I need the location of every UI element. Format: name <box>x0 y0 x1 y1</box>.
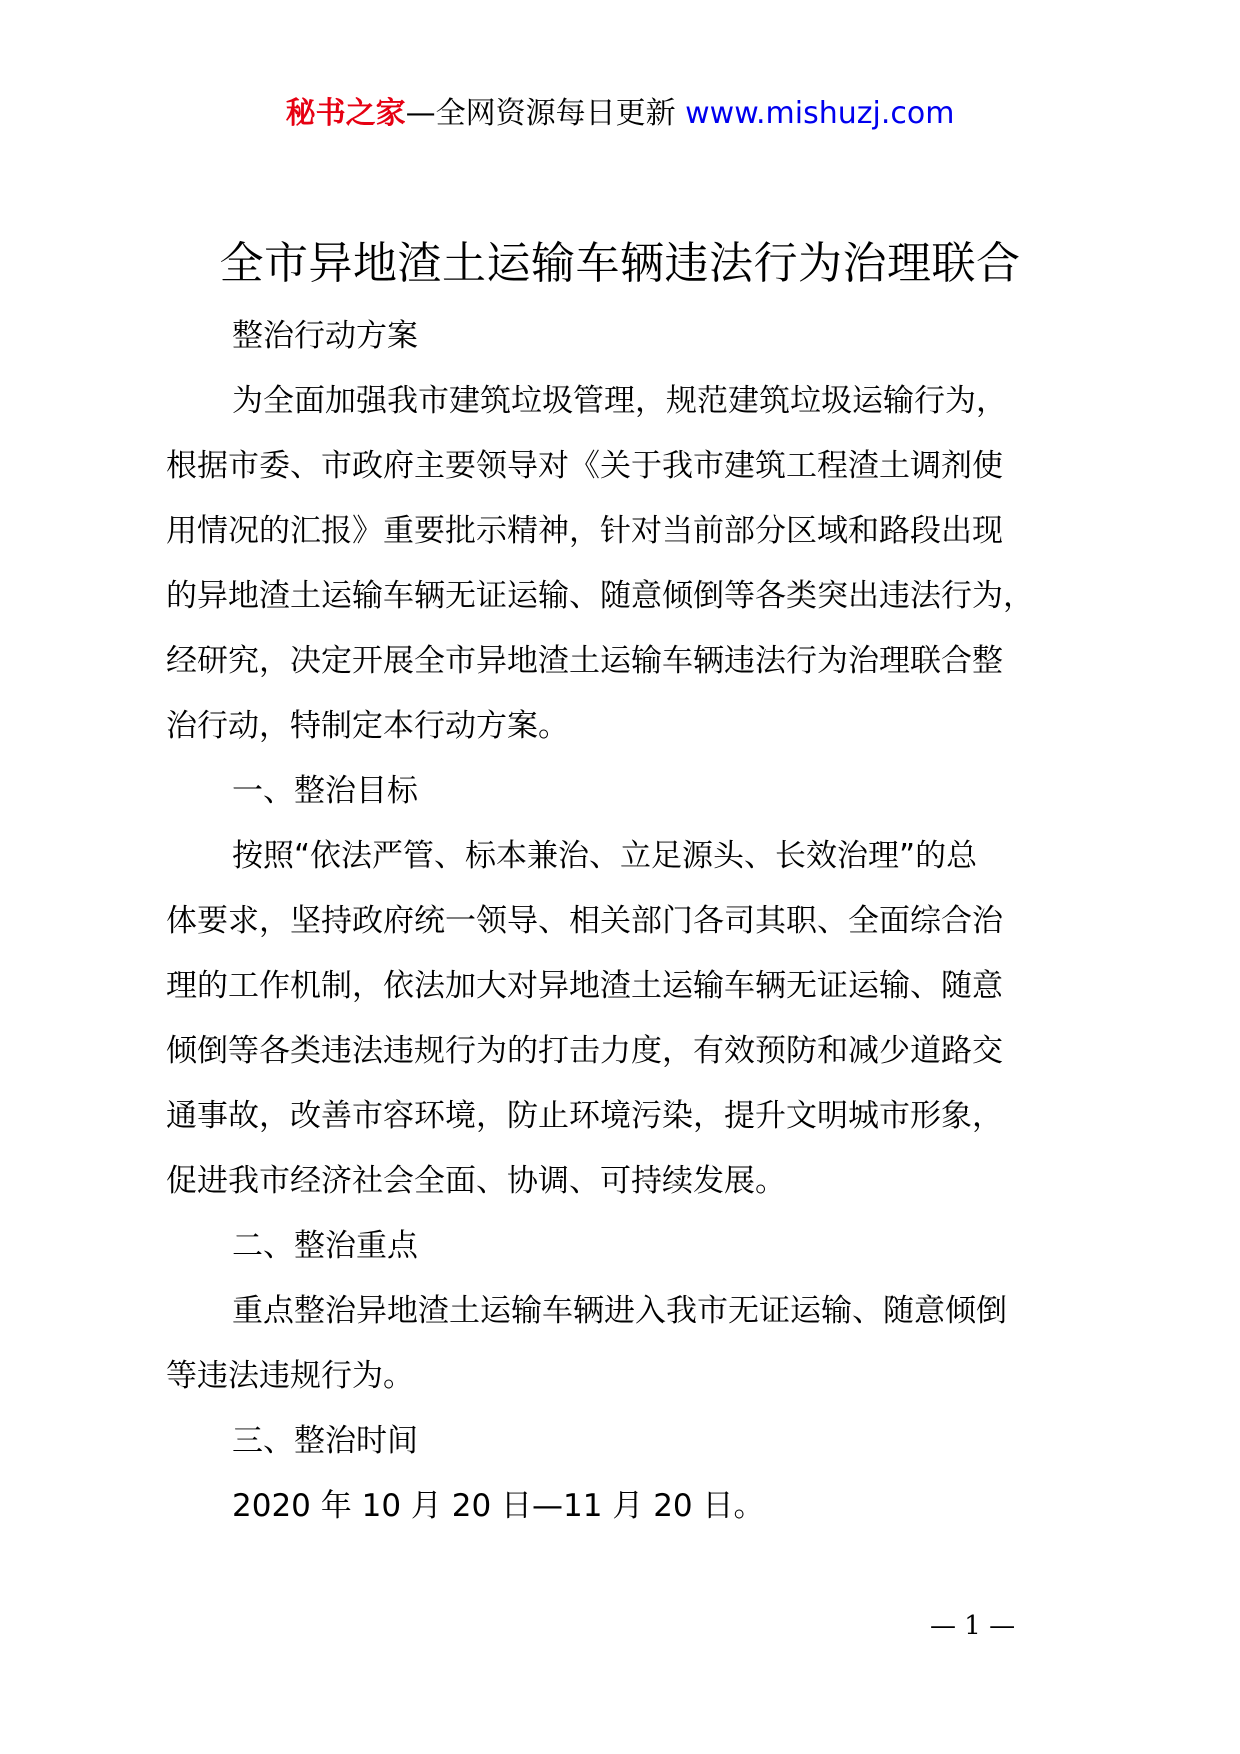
paragraph-line: 理的工作机制，依法加大对异地渣土运输车辆无证运输、随意 <box>166 968 1003 1004</box>
paragraph-line: 2020 年 10 月 20 日—11 月 20 日。 <box>232 1488 765 1524</box>
section-heading: 一、整治目标 <box>232 773 418 809</box>
paragraph-line: 通事故，改善市容环境，防止环境污染，提升文明城市形象， <box>166 1098 1003 1134</box>
header-tagline: —全网资源每日更新 <box>405 96 676 131</box>
paragraph-line: 经研究，决定开展全市异地渣土运输车辆违法行为治理联合整 <box>166 643 1003 679</box>
paragraph-line: 倾倒等各类违法违规行为的打击力度，有效预防和减少道路交 <box>166 1033 1003 1069</box>
paragraph-line: 根据市委、市政府主要领导对《关于我市建筑工程渣土调剂使 <box>166 448 1003 484</box>
document-body <box>166 304 1084 1539</box>
paragraph-line: 体要求，坚持政府统一领导、相关部门各司其职、全面综合治 <box>166 903 1003 939</box>
paragraph-line: 促进我市经济社会全面、协调、可持续发展。 <box>166 1163 786 1199</box>
site-header <box>0 94 1240 134</box>
brand-name: 秘书之家 <box>285 96 406 131</box>
paragraph-line: 治行动，特制定本行动方案。 <box>166 708 569 744</box>
document-title: 全市异地渣土运输车辆违法行为治理联合 <box>219 238 1021 289</box>
section-heading: 二、整治重点 <box>232 1228 418 1264</box>
paragraph-line: 重点整治异地渣土运输车辆进入我市无证运输、随意倾倒 <box>232 1293 1007 1329</box>
section-heading: 三、整治时间 <box>232 1423 418 1459</box>
paragraph-line: 为全面加强我市建筑垃圾管理，规范建筑垃圾运输行为， <box>232 383 1007 419</box>
paragraph-line: 用情况的汇报》重要批示精神，针对当前部分区域和路段出现 <box>166 513 1003 549</box>
paragraph-line: 等违法违规行为。 <box>166 1358 414 1394</box>
document-subtitle: 整治行动方案 <box>232 318 418 354</box>
site-url-link[interactable]: www.mishuzj.com <box>685 96 955 131</box>
paragraph-line: 按照“依法严管、标本兼治、立足源头、长效治理”的总 <box>232 838 978 874</box>
page-number: — 1 — <box>930 1611 1016 1641</box>
paragraph-line: 的异地渣土运输车辆无证运输、随意倾倒等各类突出违法行为， <box>166 578 1034 614</box>
